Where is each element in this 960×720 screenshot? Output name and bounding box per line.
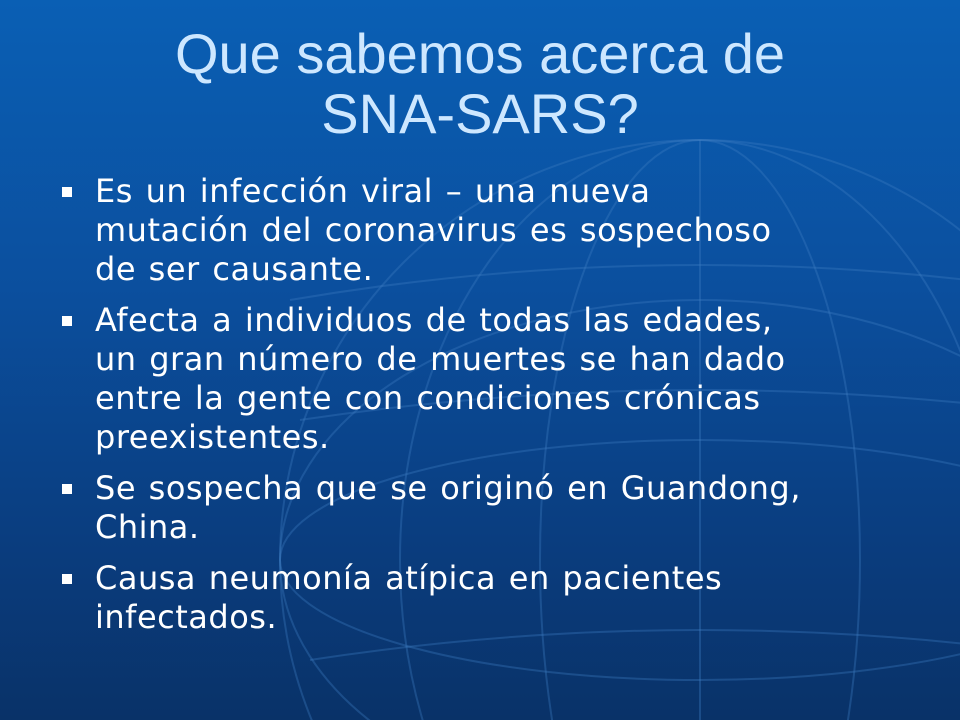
bullet-text-line: entre la gente con condiciones crónicas [95,379,761,417]
bullet-list [56,172,916,649]
bullet-square-icon [62,574,72,584]
title-line-1: Que sabemos acerca de [174,22,786,85]
bullet-square-icon [62,187,72,197]
bullet-square-icon [62,484,72,494]
bullet-text-line: China. [95,508,200,546]
bullet-text-line: de ser causante. [95,250,374,288]
bullet-text-line: infectados. [95,598,278,636]
bullet-text-line: Afecta a individuos de todas las edades, [95,301,773,339]
bullet-item [56,301,916,457]
bullet-square-icon [62,316,72,326]
bullet-text-line: Es un infección viral – una nueva [95,172,651,210]
bullet-text-line: mutación del coronavirus es sospechoso [95,211,772,249]
bullet-item [56,172,916,289]
bullet-text-line: preexistentes. [95,418,330,456]
bullet-item [56,559,916,637]
title-line-2: SNA-SARS? [321,82,639,145]
bullet-text-line: un gran número de muertes se han dado [95,340,786,378]
slide-title [60,24,900,144]
bullet-text-line: Causa neumonía atípica en pacientes [95,559,723,597]
bullet-text-line: Se sospecha que se originó en Guandong, [95,469,801,507]
bullet-item [56,469,916,547]
